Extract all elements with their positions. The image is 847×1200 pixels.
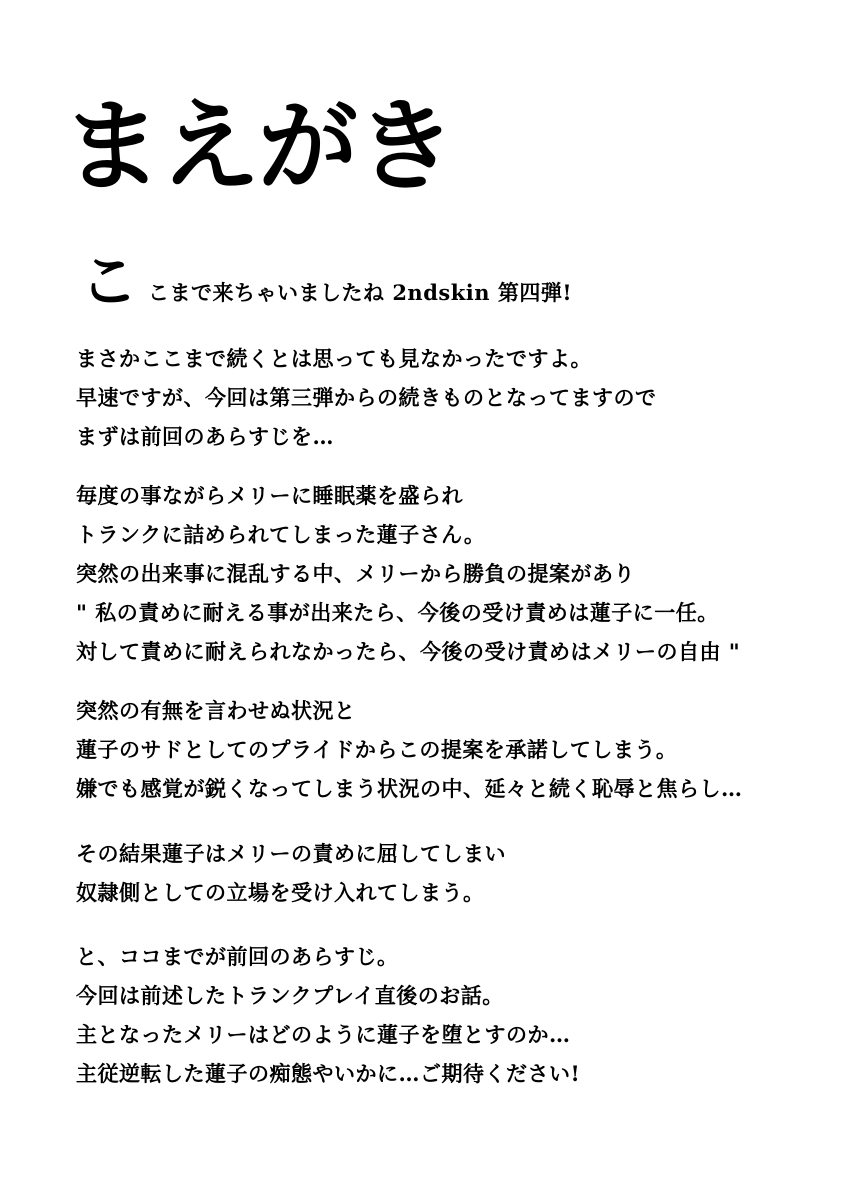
text-line: 突然の出来事に混乱する中、メリーから勝負の提案があり: [76, 561, 635, 586]
text-line: トランクに詰められてしまった蓮子さん。: [76, 522, 486, 547]
text-line: と、ココまでが前回のあらすじ。: [76, 944, 399, 969]
text-line: 毎度の事ながらメリーに睡眠薬を盛られ: [76, 483, 463, 508]
text-line: 主となったメリーはどのように蓮子を堕とすのか…: [76, 1022, 571, 1047]
paragraph-challenge: [76, 691, 827, 808]
paragraph-intro: [76, 339, 827, 456]
text-line: 対して責めに耐えられなかったら、今後の受け責めはメリーの自由 ": [76, 639, 741, 664]
text-line: 今回は前述したトランクプレイ直後のお話。: [76, 983, 504, 1008]
text-line: 主従逆転した蓮子の痴態やいかに…ご期待ください!: [76, 1061, 581, 1086]
paragraph-outro: [76, 937, 827, 1093]
text-line: 嫌でも感覚が鋭くなってしまう状況の中、延々と続く恥辱と焦らし…: [76, 776, 743, 801]
text-line: 蓮子のサドとしてのプライドからこの提案を承諾してしまう。: [76, 737, 678, 762]
page-title: まえがき: [62, 87, 454, 205]
text-line: その結果蓮子はメリーの責めに屈してしまい: [76, 841, 506, 866]
text-line: 奴隷側としての立場を受け入れてしまう。: [76, 880, 485, 905]
text-line: 突然の有無を言わせぬ状況と: [76, 698, 356, 723]
lead-text: こまで来ちゃいましたね 2ndskin 第四弾!: [148, 280, 573, 305]
lead-paragraph: [80, 247, 573, 315]
paragraph-result: [76, 834, 827, 912]
text-line: まずは前回のあらすじを…: [76, 424, 334, 449]
text-line: まさかここまで続くとは思っても見なかったですよ。: [76, 346, 592, 371]
text-line: 早速ですが、今回は第三弾からの続きものとなってますので: [76, 385, 657, 410]
text-line: " 私の責めに耐える事が出来たら、今後の受け責めは蓮子に一任。: [76, 600, 719, 625]
drop-cap: こ: [80, 247, 139, 315]
paragraph-recap: [76, 476, 827, 671]
